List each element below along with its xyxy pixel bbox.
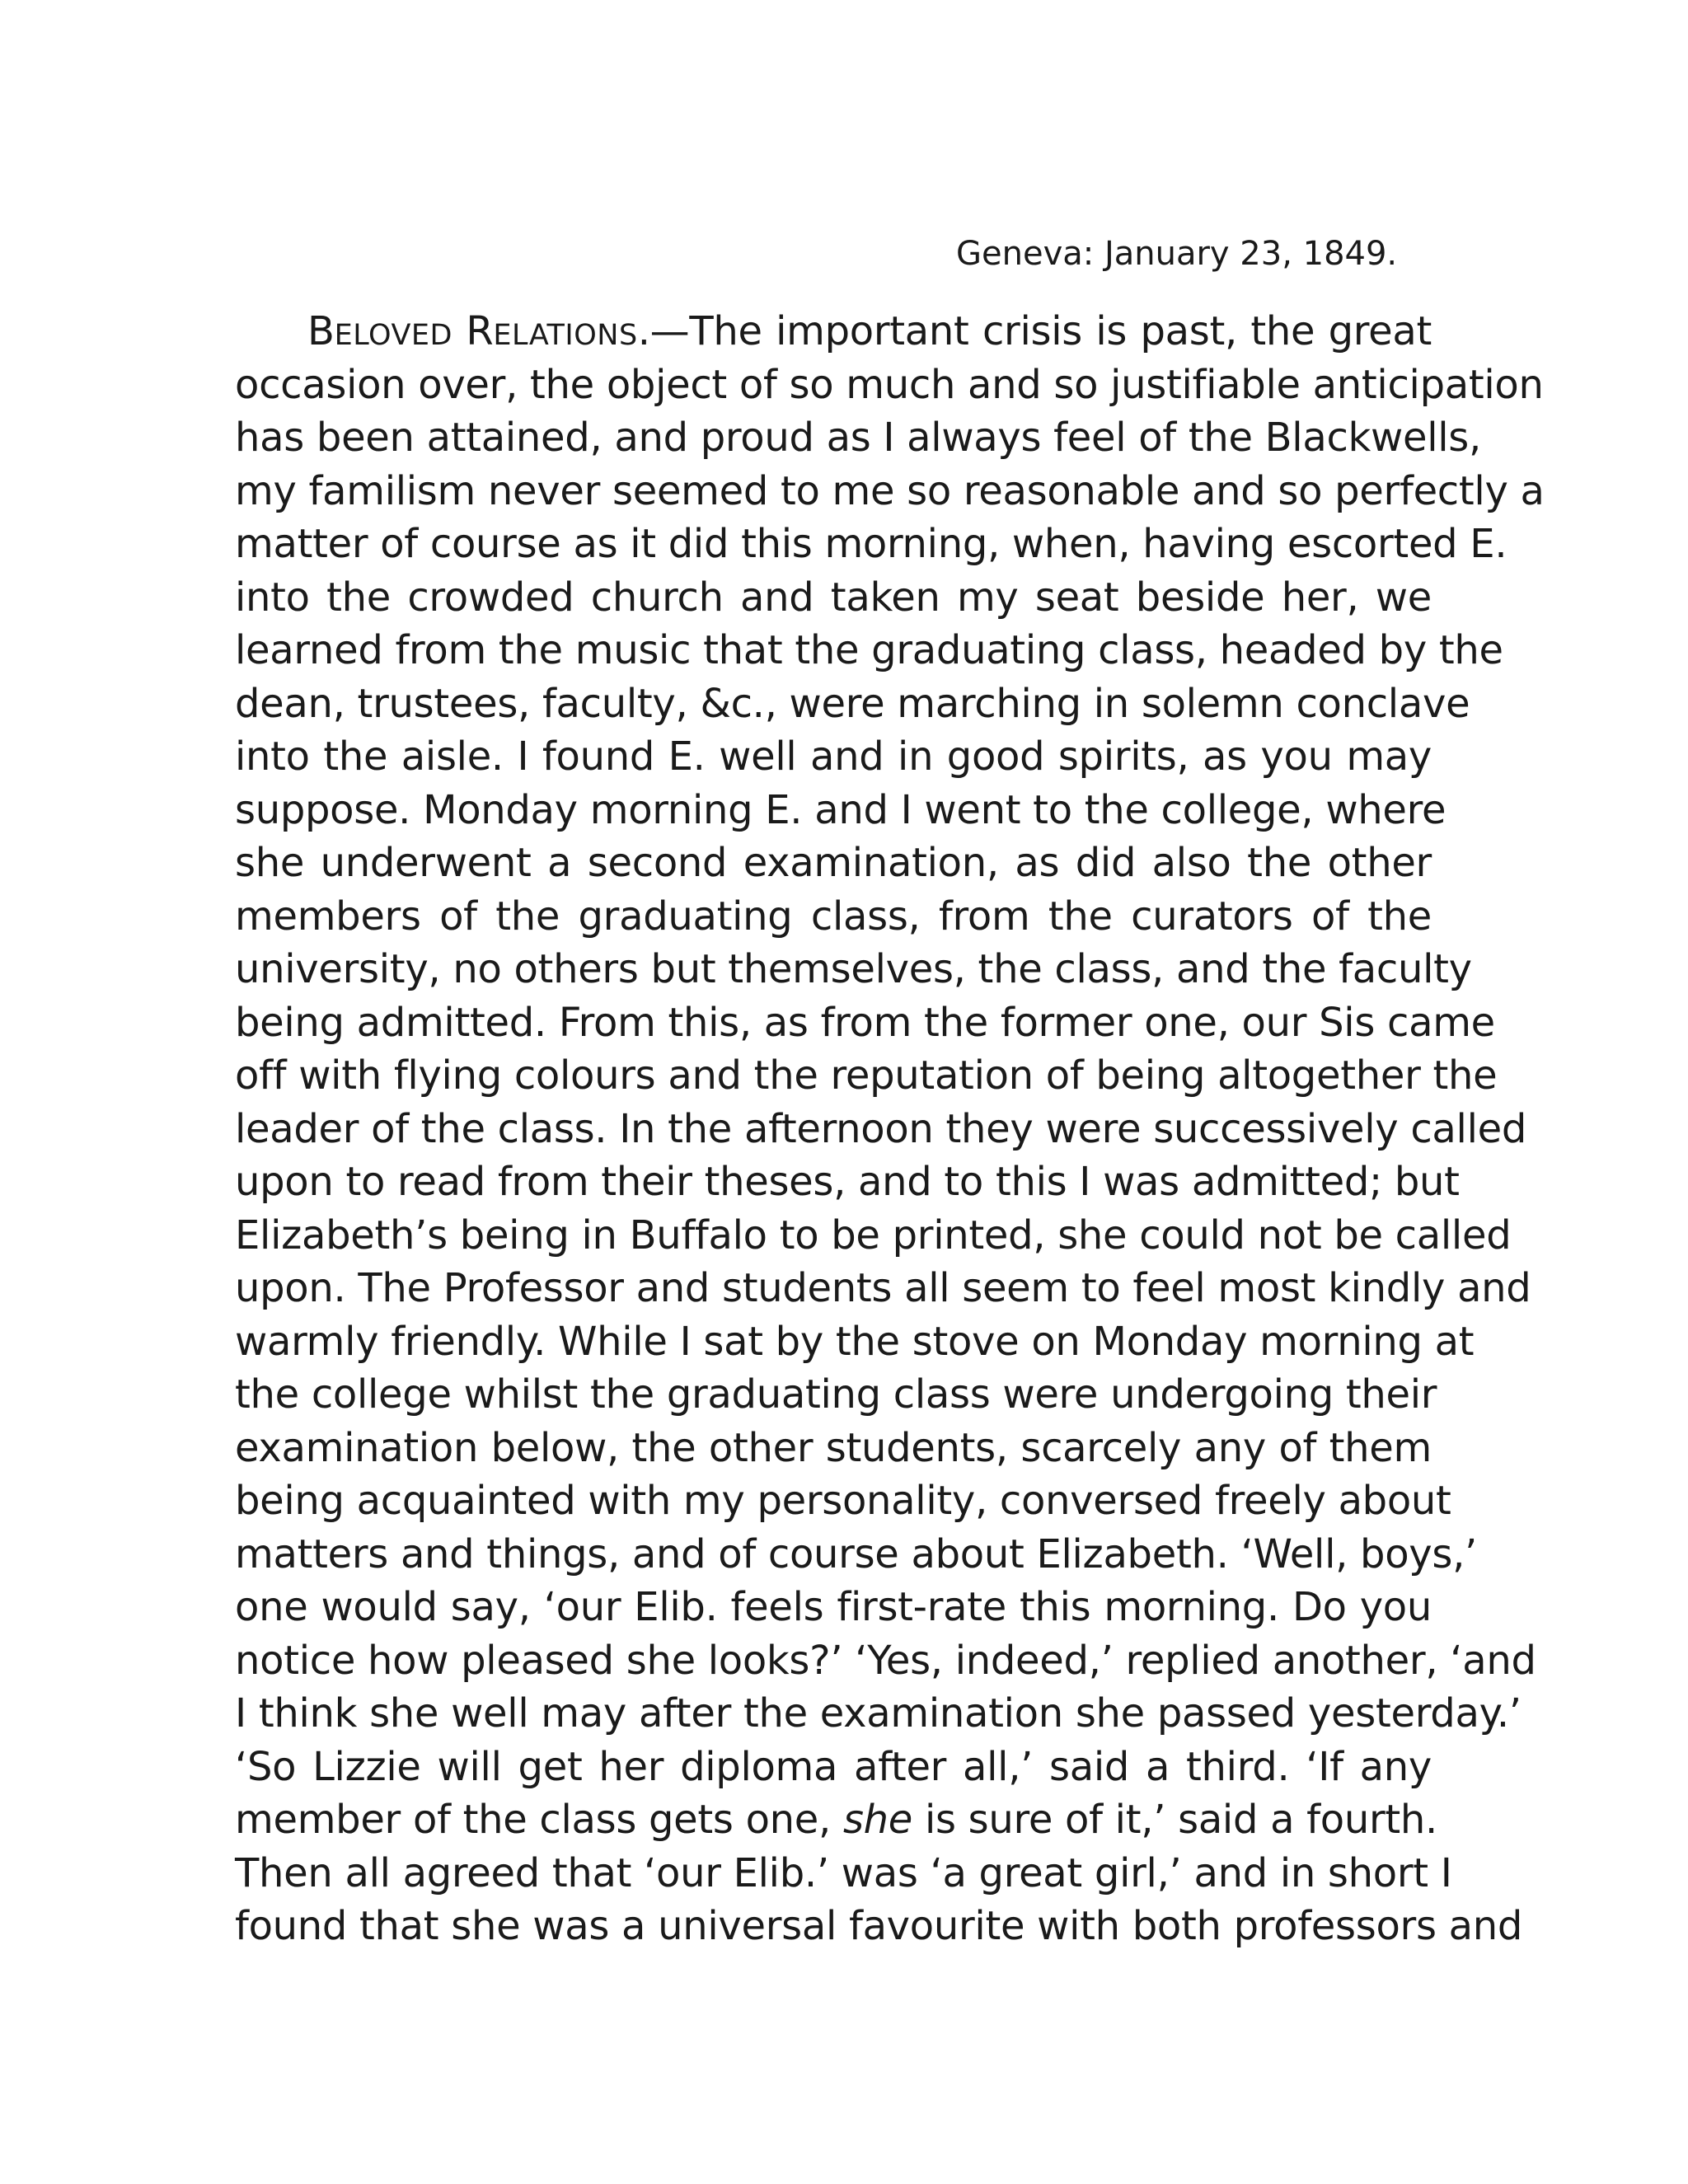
salutation-cap-b: B xyxy=(307,308,335,354)
text-line: leader of the class. In the afternoon they were successively called xyxy=(235,1105,1527,1152)
salutation-cap-r: R xyxy=(466,308,494,354)
letter-dateline: Geneva: January 23, 1849. xyxy=(956,235,1398,273)
text-line: examination below, the other students, scarcely any of them xyxy=(235,1424,1432,1471)
text-line: learned from the music that the graduating class, headed by the xyxy=(235,627,1503,673)
text-line: ‘So Lizzie will get her diploma after all,’ said a third. ‘If any xyxy=(235,1743,1432,1790)
text-line: I think she well may after the examination she passed yesterday.’ xyxy=(235,1690,1522,1736)
text-line: the college whilst the graduating class were undergoing their xyxy=(235,1371,1437,1418)
text-line: notice how pleased she looks?’ ‘Yes, indeed,’ replied another, ‘and xyxy=(235,1637,1536,1684)
text-line: matter of course as it did this morning, when, having escorted E. xyxy=(235,521,1507,567)
text-line-with-italic xyxy=(235,1793,1437,1847)
text-line: Then all agreed that ‘our Elib.’ was ‘a great girl,’ and in short I xyxy=(235,1849,1452,1896)
salutation-smallcaps-eloved: ELOVED xyxy=(334,319,452,352)
text-line: upon. The Professor and students all seem to feel most kindly and xyxy=(235,1265,1531,1311)
text-line: off with flying colours and the reputation of being altogether the xyxy=(235,1052,1498,1099)
text-line: my familism never seemed to me so reasonable and so perfectly a xyxy=(235,467,1545,514)
text-line: members of the graduating class, from the curators of the xyxy=(235,893,1432,940)
text-line: into the crowded church and taken my seat beside her, we xyxy=(235,574,1432,621)
text-line: being admitted. From this, as from the former one, our Sis came xyxy=(235,999,1495,1046)
text-line: dean, trustees, faculty, &c., were marching in solemn conclave xyxy=(235,680,1470,727)
text-line: found that she was a universal favourite with both professors and xyxy=(235,1903,1523,1949)
line29-before: member of the class gets one, xyxy=(235,1797,843,1843)
italic-she: she xyxy=(842,1797,912,1843)
text-line: one would say, ‘our Elib. feels first-rate this morning. Do you xyxy=(235,1584,1432,1630)
text-line: suppose. Monday morning E. and I went to the college, where xyxy=(235,786,1447,833)
text-line: warmly friendly. While I sat by the stove on Monday morning at xyxy=(235,1318,1475,1365)
text-line: into the aisle. I found E. well and in good spirits, as you may xyxy=(235,733,1432,780)
text-line-salutation xyxy=(235,305,1432,359)
text-line: upon to read from their theses, and to this I was admitted; but xyxy=(235,1159,1460,1205)
text-line: she underwent a second examination, as did also the other xyxy=(235,840,1432,886)
line29-after: is sure of it,’ said a fourth. xyxy=(912,1797,1437,1843)
salutation-smallcaps-elations: ELATIONS xyxy=(493,319,638,352)
letter-body xyxy=(235,305,1545,1953)
text-line: Elizabeth’s being in Buffalo to be printed, she could not be called xyxy=(235,1212,1512,1258)
text-line: being acquainted with my personality, conversed freely about xyxy=(235,1478,1451,1524)
text-line: has been attained, and proud as I always feel of the Blackwells, xyxy=(235,415,1481,461)
line1-rest: .—The important crisis is past, the great xyxy=(637,308,1432,354)
text-line: matters and things, and of course about Elizabeth. ‘Well, boys,’ xyxy=(235,1530,1478,1577)
text-line: occasion over, the object of so much and so justifiable anticipation xyxy=(235,361,1544,408)
text-line: university, no others but themselves, the class, and the faculty xyxy=(235,946,1472,992)
